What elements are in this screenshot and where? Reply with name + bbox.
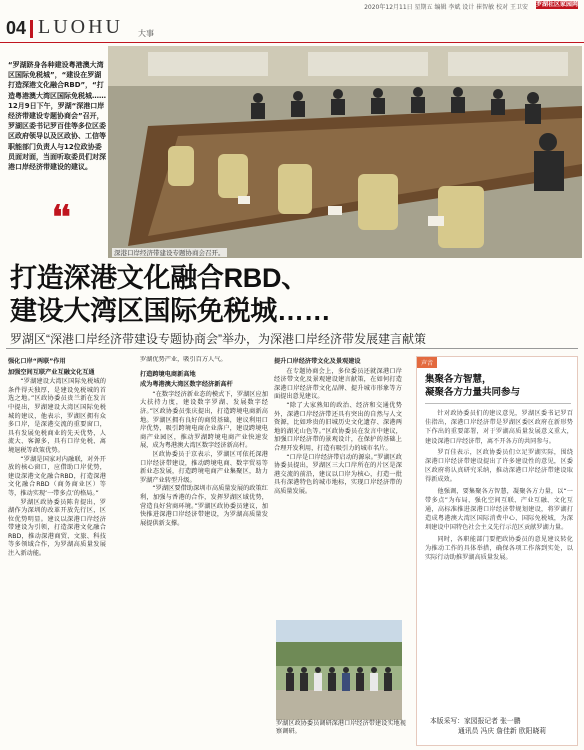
headline-rule	[6, 348, 578, 349]
box-tag: 声音	[417, 357, 437, 368]
page-meta: 2020年12月11日 星期五 编辑 李斌 设计 崔智敏 校对 王卫安	[364, 4, 528, 11]
sidebar-box	[416, 356, 578, 746]
photo-caption: 深港口岸经济带建设专题协商会召开。	[114, 249, 225, 257]
field-visit-photo	[276, 620, 402, 720]
paragraph: 同时，各职能部门要把政协委员的意见建议转化为推动工作的具体举措，确保各项工作落到实处，以实际行动助推罗湖高质量发展。	[425, 535, 573, 562]
field-visit-caption: 罗湖区政协委员调研深港口岸经济带建设实地视察调研。	[276, 720, 406, 735]
section-heading: 提升口岸经济带文化及景观建设	[274, 358, 361, 365]
section-heading: 成为粤港澳大湾区数字经济新高杆	[140, 381, 233, 389]
article-column-2	[140, 356, 268, 736]
box-rule	[425, 403, 571, 404]
article-column-3	[274, 356, 402, 618]
quote-mark-icon: ❛❛	[52, 199, 69, 235]
paragraph: 罗湖区政协委员陈肯提出，罗湖作为深圳的改革开放先行区，区位优势明显。建议以深港口岸经济带建设为引领，打造深港文化融合RBD，推动深港商贸、文旅、科技等多领域合作，为罗湖高质量发展注入新动能。	[8, 498, 106, 558]
paragraph: “口岸是口岸经济带启动的源泉。”罗湖区政协委员提出，罗湖区三大口岸所在的片区是深港交流的前沿，建议以口岸为核心，打造一批具有深港特色的城市地标，实现口岸经济带的高质量发展。	[274, 453, 402, 495]
paragraph: 区政协委员于京表示，罗湖区可依托深港口岸经济带建设，推动跨境电商、数字贸易等新业态发展，打造跨境电商产业集聚区，助力罗湖产业转型升级。	[140, 450, 268, 484]
subheadline: 罗湖区“深港口岸经济带建设专题协商会”举办，为深港口岸经济带发展建言献策	[10, 332, 426, 346]
paragraph: 罗百佳表示，区政协委员们立足罗湖实际，围绕深港口岸经济带建设提出了许多建设性的意见，区委区政府将认真研究采纳，推动深港口岸经济带建设取得新成效。	[425, 448, 573, 484]
page-number: 04	[6, 18, 27, 38]
headline-line-1: 打造深港文化融合RBD、	[10, 263, 308, 293]
paragraph: “罗湖区要借助深圳市高质量发展的政策红利，加强与香港的合作，发挥罗湖区域优势，营造良好营商环境。”罗湖区政协委员建议，加快推进深港口岸经济带建设，为罗湖高质量发展提供新支撑。	[140, 485, 268, 527]
meeting-photo	[108, 46, 582, 258]
section-divider	[30, 20, 33, 38]
header-rule	[0, 42, 584, 43]
paragraph: “在数字经济新业态的模式下，罗湖区应加大扶持力度，建设数字罗湖、发展数字经济。”区政协委员张庆提出，打造跨境电商新高地。罗湖区拥有良好的商贸基础，建议利用口岸优势，吸引跨境电商企业落户，建设跨境电商产业园区，推动罗湖跨境电商产业快速发展，成为粤港澳大湾区数字经济新高杆。	[140, 390, 268, 450]
field-visit-photo-image	[276, 620, 402, 720]
section-subtitle: 大事	[138, 29, 154, 38]
byline	[430, 716, 570, 736]
headline	[10, 262, 580, 328]
headline-line-2: 建设大湾区国际免税城……	[10, 296, 331, 326]
paragraph: 针对政协委员们的建议意见，罗湖区委书记罗百佳指出，深港口岸经济带是罗湖区委区政府在新形势下作出的重要部署，对于罗湖高质量发展意义重大，建设深港口岸经济带，离不开各方的共同参与。	[425, 410, 573, 445]
paragraph: 罗湖优势产业，吸引百方人气。	[140, 356, 227, 363]
section-heading: 加强空间互联产业互融文化互通	[8, 368, 95, 376]
paragraph: “罗湖是国家对内融联，对外开放的核心窗口，应借助口岸优势，建设深港文化融合RBD，打造深港文化融合RBD（商务商业区）等等，推动实现‘一带多点’的格局。”	[8, 455, 106, 497]
section-name: LUOHU	[38, 16, 123, 38]
paragraph: 在专题协商会上，多位委员还就深港口岸经济带文化及景观建设建言献策，在如何打造深港口岸经济带文化品牌、提升城市形象等方面提出意见建议。	[274, 367, 402, 401]
article-column-1	[8, 356, 106, 736]
section-heading: 强化口岸“两联”作用	[8, 358, 66, 365]
byline-line-2: 通讯员 冯庆 詹佳新 欧阳晓莉	[458, 727, 547, 735]
page-header	[0, 0, 584, 46]
lead-paragraph: “罗湖跻身各种建设粤港澳大湾区国际免税城”，“建设在罗湖打造深港文化融合RBD”，“打造粤港澳大湾区国际免税城……12月9日下午，罗湖“深港口岸经济带建设专题协商会”召开，罗湖区委书记罗百佳等多位区委区政府领导以及区政协、工信等职能部门负责人与12位政协委员面对面，当面听取委员们对深港口岸经济带建设的建议。	[8, 61, 106, 172]
box-title	[425, 373, 575, 399]
box-body	[425, 409, 573, 709]
byline-line-1: 本版采写：家园报记者 张一鹏	[430, 717, 521, 725]
box-title-line-2: 凝聚各方力量共同参与	[425, 387, 521, 398]
paragraph: “罗湖建设大湾区国际免税城的条件得天独厚，是建设免税城的首选之地。”区政协委员贵兰新在发言中提出，罗湖建设大湾区国际免税城的建议，他表示，罗湖区拥有众多口岸，是深港交流的重要窗口，具有发展免税商业的先天优势，人流大、客源多，具有口岸免税、离境退税等政策优势。	[8, 378, 106, 454]
newspaper-logo: 罗湖社区家园网	[536, 1, 579, 8]
box-title-line-1: 集聚各方智慧，	[425, 374, 492, 385]
paragraph: 他强调，要集聚各方智慧，凝聚各方力量，以“一带多点”为布局，强化空间互联、产业互融、文化互通，高标准推进深港口岸经济带规划建设，将罗湖打造成粤港澳大湾区国际消费中心、国际免税城，为深圳建设中国特色社会主义先行示范区贡献罗湖力量。	[425, 487, 573, 532]
meeting-photo-image	[108, 46, 582, 258]
section-heading: 打造跨境电商新高地	[140, 370, 196, 378]
paragraph: “除了大家熟知的政治、经济和交通优势外，深港口岸经济带还具有突出的自然与人文资源，比如珍贵的旧城历史文化遗存、深港两地的湖光山色等。”区政协委员在发言中建议，加强口岸经济带的景观设计，在保护的基础上合理开发利用，打造有吸引力的城市名片。	[274, 401, 402, 452]
